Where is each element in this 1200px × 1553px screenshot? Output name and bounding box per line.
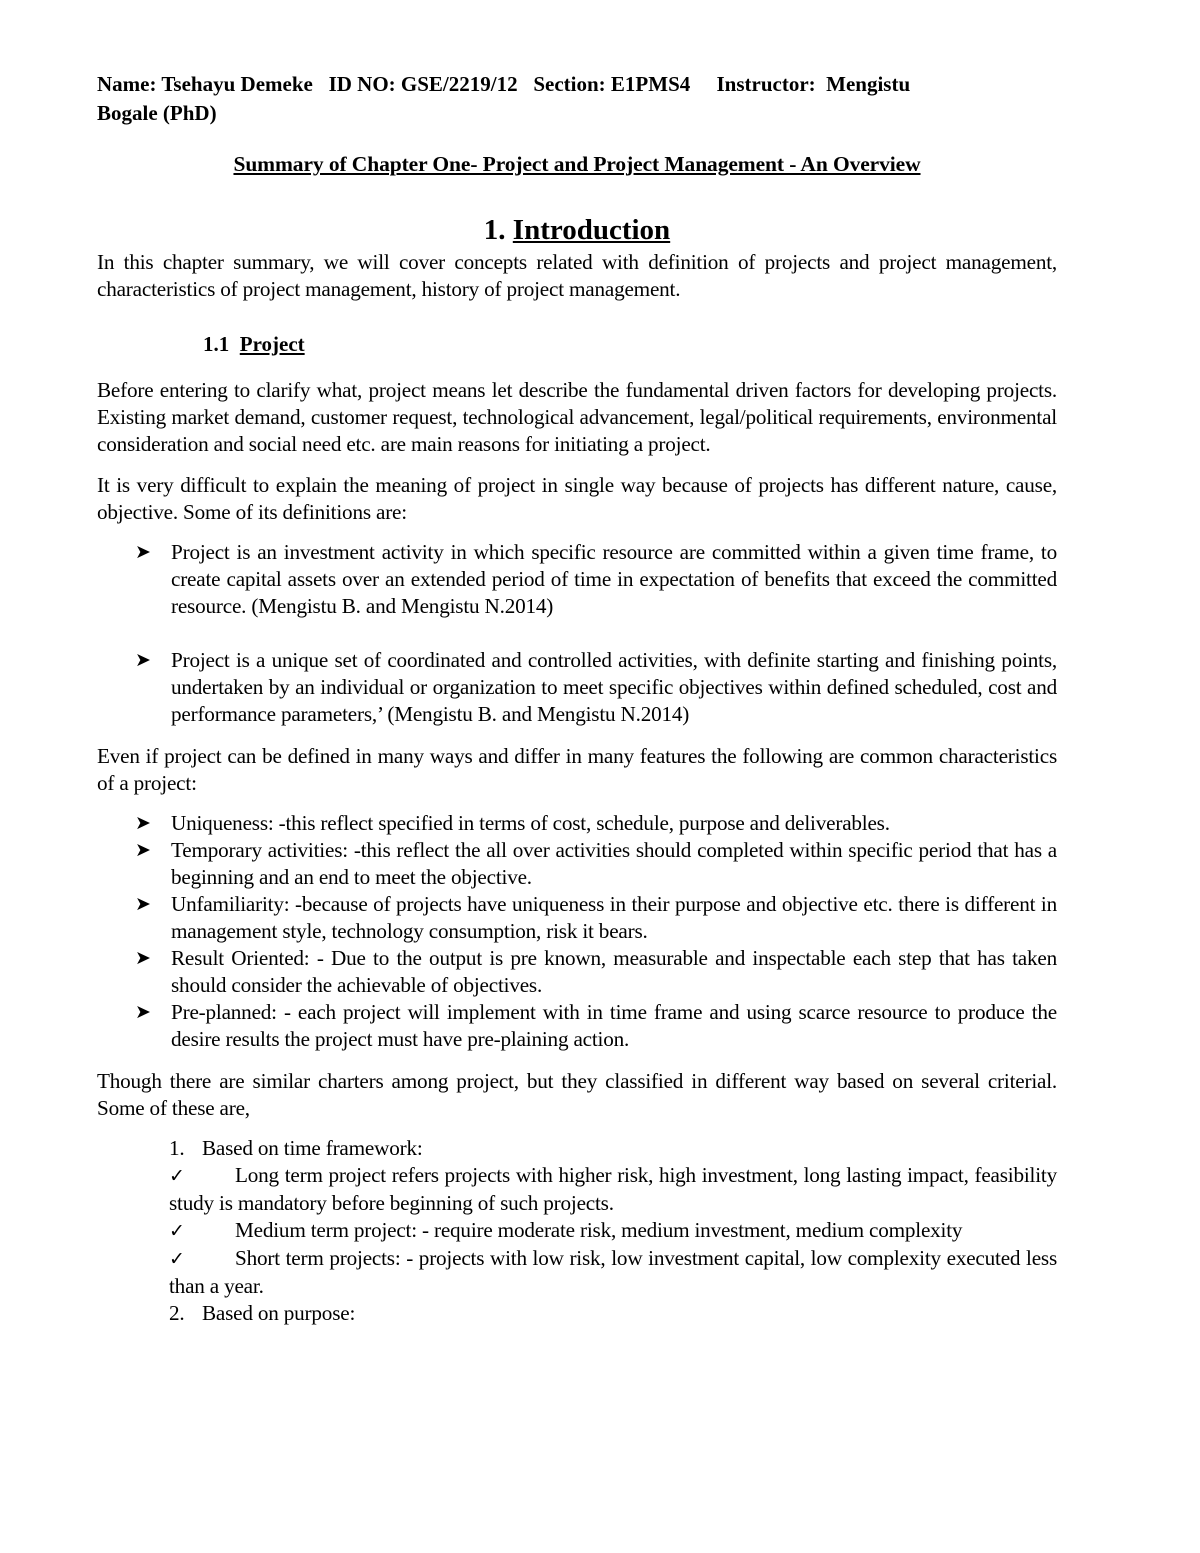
- list-number: 1.: [169, 1136, 185, 1160]
- document-page: [97, 70, 1057, 1327]
- header-line-2: Bogale (PhD): [97, 101, 217, 125]
- list-item: [169, 1245, 1057, 1300]
- arrowhead-bullet-icon: ➤: [135, 812, 151, 834]
- definitions-list: [97, 539, 1057, 728]
- paragraph-characteristics-intro: Even if project can be defined in many ways and differ in many features the following are common characteristics of a project:: [97, 744, 1057, 795]
- list-item-text: Based on time framework:: [202, 1136, 423, 1160]
- paragraph-classification-intro: Though there are similar charters among project, but they classified in different way based on several criterial. Some of these are,: [97, 1069, 1057, 1120]
- arrowhead-bullet-icon: ➤: [135, 649, 151, 671]
- list-item-text: Based on purpose:: [202, 1301, 356, 1325]
- checkmark-icon: ✓: [169, 1220, 185, 1242]
- intro-paragraph: In this chapter summary, we will cover concepts related with definition of projects and project management, characteristics of project management, history of project management.: [97, 250, 1057, 301]
- paragraph-driving-factors: Before entering to clarify what, project means let describe the fundamental driven factors for developing projects. Existing market demand, customer request, technological advancement, legal/political requirements, environmental consideration and social need etc. are main reasons for initiating a project.: [97, 378, 1057, 456]
- list-item-text: Uniqueness: -this reflect specified in terms of cost, schedule, purpose and deliverables.: [171, 811, 890, 835]
- list-item-text: Short term projects: - projects with low risk, low investment capital, low complexity executed less than a year.: [169, 1246, 1057, 1298]
- header-line-1: Name: Tsehayu Demeke ID NO: GSE/2219/12 Section: E1PMS4 Instructor: Mengistu: [97, 72, 911, 96]
- list-item: [97, 891, 1057, 945]
- classification-list: [169, 1135, 1057, 1327]
- arrowhead-bullet-icon: ➤: [135, 947, 151, 969]
- arrowhead-bullet-icon: ➤: [135, 893, 151, 915]
- checkmark-icon: ✓: [169, 1165, 185, 1187]
- list-item-text: Result Oriented: - Due to the output is pre known, measurable and inspectable each step that has taken should consider the achievable of objectives.: [171, 946, 1057, 997]
- paragraph-definition-intro: It is very difficult to explain the meaning of project in single way because of projects has different nature, cause, objective. Some of its definitions are:: [97, 473, 1057, 524]
- subsection-title: Project: [239, 332, 305, 356]
- list-item-text: Medium term project: - require moderate risk, medium investment, medium complexity: [235, 1218, 963, 1242]
- list-item: [97, 810, 1057, 837]
- checkmark-icon: ✓: [169, 1248, 185, 1270]
- document-header: [97, 70, 1057, 128]
- list-item-text: Long term project refers projects with higher risk, high investment, long lasting impact, feasibility study is mandatory before beginning of such projects.: [169, 1163, 1057, 1215]
- list-item-text: Unfamiliarity: -because of projects have uniqueness in their purpose and objective etc. there is different in management style, technology consumption, risk it bears.: [171, 892, 1057, 943]
- list-item: [97, 647, 1057, 728]
- list-item-text: Project is an investment activity in which specific resource are committed within a given time frame, to create capital assets over an extended period of time in expectation of benefits that exceed the committed resource. (Mengistu B. and Mengistu N.2014): [171, 540, 1057, 618]
- list-item-text: Project is a unique set of coordinated and controlled activities, with definite starting and finishing points, undertaken by an individual or organization to meet specific objectives within defined scheduled, cost and performance parameters,’ (Mengistu B. and Mengistu N.2014): [171, 648, 1057, 726]
- arrowhead-bullet-icon: ➤: [135, 541, 151, 563]
- arrowhead-bullet-icon: ➤: [135, 839, 151, 861]
- section-heading-introduction: [97, 211, 1057, 249]
- list-item-text: Pre-planned: - each project will implement with in time frame and using scarce resource to produce the desire results the project must have pre-plaining action.: [171, 1000, 1057, 1051]
- document-title: Summary of Chapter One- Project and Project Management - An Overview: [233, 152, 921, 176]
- arrowhead-bullet-icon: ➤: [135, 1001, 151, 1023]
- list-item-text: Temporary activities: -this reflect the all over activities should completed within specific period that has a beginning and an end to meet the objective.: [171, 838, 1057, 889]
- subsection-heading-project: [203, 329, 1057, 359]
- list-number: 2.: [169, 1301, 185, 1325]
- list-item: [97, 837, 1057, 891]
- list-item: [169, 1217, 1057, 1245]
- list-item: [97, 945, 1057, 999]
- list-item: [97, 999, 1057, 1053]
- list-item: [97, 539, 1057, 620]
- subsection-number: 1.1: [203, 332, 230, 356]
- list-item: [169, 1300, 1057, 1327]
- list-item: [169, 1162, 1057, 1217]
- characteristics-list: [97, 810, 1057, 1053]
- list-item: [169, 1135, 1057, 1162]
- section-title: Introduction: [512, 214, 671, 246]
- section-number: 1.: [483, 214, 506, 246]
